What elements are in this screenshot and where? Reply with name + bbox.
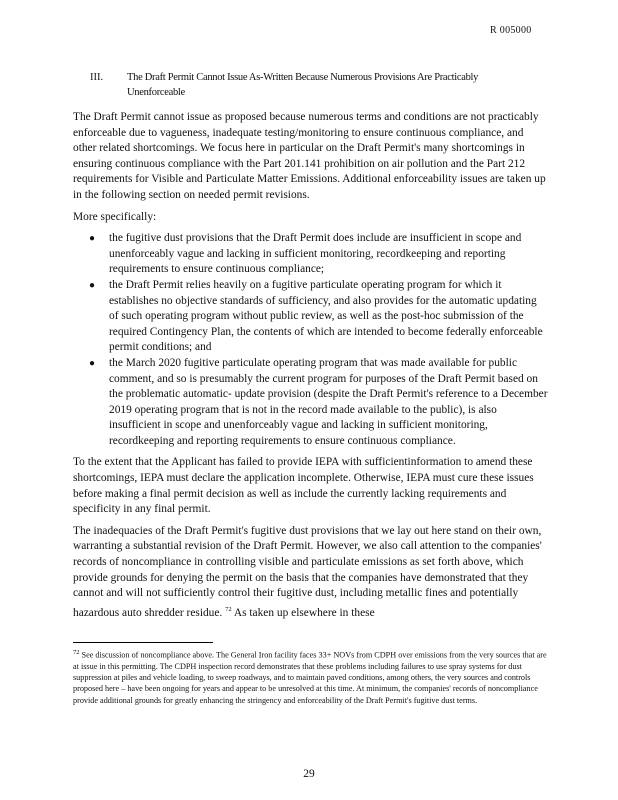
footnote-number: 72 — [73, 649, 80, 656]
paragraph-3: To the extent that the Applicant has failed to provide IEPA with sufficientinformation to amend these shortcomings, IEPA must declare the application incomplete. Otherwise, IEPA must cure these issues before making a final permit decision as well as include the currently lacking requirements and specificity in any final permit. — [73, 456, 534, 516]
bullet-icon: ● — [89, 357, 96, 369]
bullet-icon: ● — [89, 233, 96, 245]
section-title: The Draft Permit Cannot Issue As-Written Because Numerous Provisions Are Practicably Unenforceable — [127, 72, 479, 98]
bullet-text: the fugitive dust provisions that the Draft Permit does include are insufficient in scope and unenforceably vague and lacking in sufficient monitoring, recordkeeping and reporting requirements to ensure continuous compliance; — [109, 232, 522, 276]
bates-number: R 005000 — [490, 25, 532, 36]
bullet-text: the March 2020 fugitive particulate operating program that was made available for public comment, and so is presumably the current program for purposes of the Draft Permit based on the problematic automatic- update provision (despite the Draft Permit's reference to a December 2019 operating program that is not in the record made available to the public), is also insufficient in scope and unenforceably vague and lacking in sufficient monitoring, recordkeeping and reporting requirements to ensure continuous compliance. — [109, 356, 548, 447]
footnote-area — [73, 642, 548, 706]
paragraph-4-text: The inadequacies of the Draft Permit's fugitive dust provisions that we lay out here stand on their own, warranting a substantial revision of the Draft Permit. However, we also call attention to the companies' records of noncompliance in controlling visible and particulate emissions as set forth above, which provide grounds for denying the permit on the basis that the companies have demonstrated that they cannot and will not sufficiently control their fugitive dust, including metallic fines and potentially hazardous auto shredder residue. — [73, 524, 542, 619]
page-number: 29 — [303, 768, 315, 780]
footnote-reference[interactable]: 72 — [225, 605, 232, 613]
list-item — [73, 356, 548, 450]
paragraph-4-tail: As taken up elsewhere in these — [231, 606, 375, 619]
body-text — [73, 110, 548, 627]
section-number: III. — [90, 72, 104, 83]
bullet-text: the Draft Permit relies heavily on a fugitive particulate operating program for which it establishes no objective standards of sufficiency, and also provides for the automatic updating of such operating program without public review, as well as the post-hoc submission of the required Contingency Plan, the contents of which are intended to become federally enforceable permit conditions; and — [109, 278, 543, 354]
paragraph-4 — [73, 524, 548, 621]
paragraph-2: More specifically: — [73, 210, 157, 223]
section-heading — [90, 70, 510, 100]
footnote-text: See discussion of noncompliance above. The General Iron facility faces 33+ NOVs from CDPH over emissions from the very sources that are at issue in this permitting. The CDPH inspection record demonstrates that these problems including failures to use spray systems for dust suppression at piles and vehicle loading, to sweep roadways, and to maintain paved conditions, among others, the very sources and controls proposed here – have been ongoing for years and appear to be unresolved at this time. At minimum, the companies' records of noncompliance provide additional grounds for greatly enhancing the stringency and enforceability of the Draft Permit's fugitive dust terms. — [73, 650, 547, 705]
paragraph-1: The Draft Permit cannot issue as proposed because numerous terms and conditions are not practicably enforceable due to vagueness, inadequate testing/monitoring to ensure continuous compliance, and other related shortcomings. We focus here in particular on the Draft Permit's many shortcomings in ensuring continuous compliance with the Part 201.141 prohibition on air pollution and the Part 212 requirements for Visible and Particulate Matter Emissions. Additional enforceability issues are taken up in the following section on needed permit revisions. — [73, 111, 546, 201]
list-item — [73, 278, 548, 356]
bullet-list — [73, 231, 548, 449]
footnote-divider — [73, 642, 213, 643]
footnote — [73, 647, 548, 706]
bullet-icon: ● — [89, 279, 96, 291]
list-item — [73, 231, 548, 278]
